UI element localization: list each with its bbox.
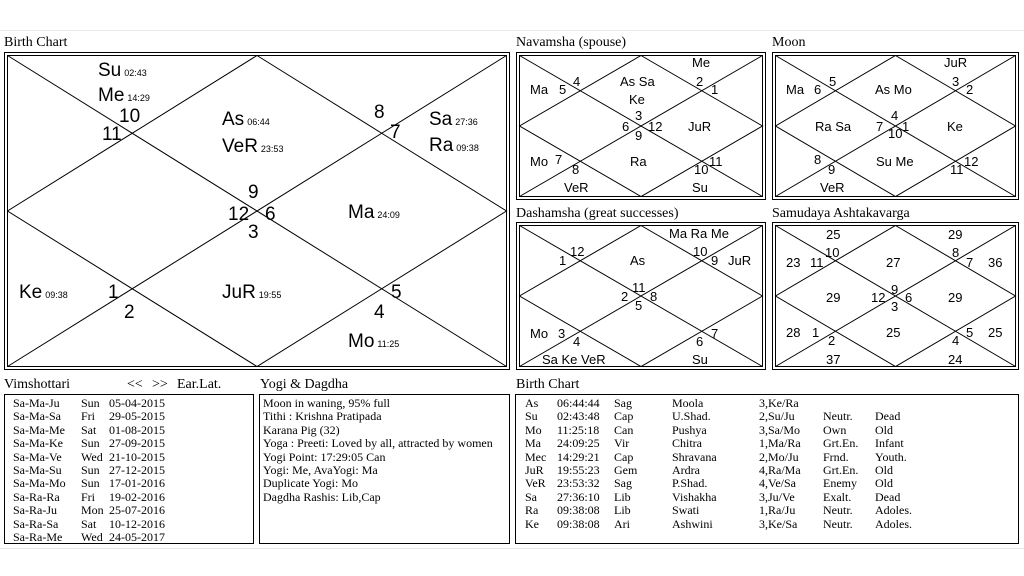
dasha-period: Sa-Ma-Me — [13, 422, 65, 437]
planet-pl: Sa — [525, 489, 537, 504]
chart-label: 5 — [966, 325, 974, 340]
planet-deg: 06:44:44 — [557, 396, 600, 410]
dasha-date: 19-02-2016 — [109, 489, 165, 504]
chart-label: 2 — [828, 333, 836, 348]
dasha-day: Sat — [81, 422, 97, 437]
planet-st: Dead — [875, 409, 901, 424]
planet-pada: 2,Su/Ju — [759, 409, 795, 424]
chart-label: 27 — [886, 255, 901, 270]
yogi-panel — [259, 394, 510, 544]
dasha-row — [13, 491, 253, 504]
dasha-period: Sa-Ma-Mo — [13, 476, 66, 491]
chart-label: 12 — [648, 119, 663, 134]
planet-label: Su 02:43 — [98, 60, 147, 81]
dasha-period: Sa-Ma-Ju — [13, 396, 60, 410]
chart-label: 37 — [826, 352, 841, 367]
planet-row — [525, 477, 1018, 490]
planet-pada: 1,Ma/Ra — [759, 436, 801, 451]
dasha-day: Sun — [81, 476, 100, 491]
chart-label: 29 — [948, 290, 963, 305]
dasha-day: Sun — [81, 396, 100, 410]
chart-label: 9 — [711, 253, 719, 268]
vimshottari-title: Vimshottari — [4, 377, 71, 392]
dasha-row — [13, 397, 253, 410]
chart-label: Me — [692, 55, 711, 70]
dasha-period: Sa-Ra-Ju — [13, 503, 57, 518]
chart-label: 11 — [632, 280, 646, 295]
chart-label: 25 — [826, 227, 841, 242]
yogi-title: Yogi & Dagdha — [260, 377, 349, 392]
house-number: 6 — [265, 204, 276, 225]
chart-label: 3 — [558, 326, 566, 341]
dasha-row — [13, 410, 253, 423]
house-number: 10 — [119, 106, 141, 127]
planet-deg: 09:38:08 — [557, 516, 600, 531]
planet-pl: Ra — [525, 503, 539, 518]
chart-label: 11 — [950, 162, 964, 177]
dasha-day: Sun — [81, 463, 100, 478]
chart-label: 8 — [814, 152, 822, 167]
yogi-line: Dagdha Rashis: Lib,Cap — [263, 489, 381, 504]
chart-label: 3 — [952, 74, 960, 89]
chart-label: Ma — [530, 82, 549, 97]
planet-rel: Exalt. — [823, 489, 852, 504]
planet-label: Me 14:29 — [98, 85, 150, 106]
chart-label: Sa Ke VeR — [542, 352, 606, 367]
house-number: 4 — [374, 302, 385, 323]
planet-nak: Shravana — [672, 449, 717, 464]
chart-label: 9 — [891, 282, 899, 297]
planet-label: Sa 27:36 — [429, 109, 478, 130]
chart-label: 2 — [966, 82, 974, 97]
chart-label: 10 — [825, 245, 840, 260]
planet-pada: 4,Ve/Sa — [759, 476, 796, 491]
planet-st: Dead — [875, 489, 901, 504]
house-number: 2 — [124, 302, 135, 323]
chart-label: 1 — [711, 82, 719, 97]
planet-row — [525, 437, 1018, 450]
samudaya-chart — [772, 222, 1019, 370]
dasha-period: Sa-Ma-Sa — [13, 409, 61, 424]
planet-row — [525, 424, 1018, 437]
yogi-line: Yogi: Me, AvaYogi: Ma — [263, 463, 378, 478]
chart-label: Su — [692, 180, 708, 195]
chart-label: 12 — [871, 290, 886, 305]
planet-deg: 24:09:25 — [557, 436, 600, 451]
chart-label: As Sa — [620, 74, 655, 89]
planet-sign: Gem — [614, 463, 638, 478]
dasha-period: Sa-Ma-Su — [13, 463, 62, 478]
chart-label: JuR — [728, 253, 752, 268]
house-number: 1 — [108, 282, 119, 303]
dasha-row — [13, 464, 253, 477]
dasha-day: Wed — [81, 449, 103, 464]
dasha-row — [13, 531, 253, 544]
planet-deg: 19:55:23 — [557, 463, 600, 478]
planet-rel: Neutr. — [823, 503, 853, 518]
planet-nak: Ardra — [672, 463, 700, 478]
planet-st — [875, 397, 925, 410]
chart-label: 4 — [891, 108, 899, 123]
dasha-date: 24-05-2017 — [109, 530, 165, 545]
chart-label: Ra Sa — [815, 119, 852, 134]
house-number: 12 — [228, 204, 250, 225]
planet-pl: JuR — [525, 463, 544, 478]
house-number: 8 — [374, 102, 385, 123]
chart-label: 4 — [952, 333, 960, 348]
chart-label: 1 — [902, 119, 910, 134]
house-number: 9 — [248, 182, 259, 203]
planet-pl: Su — [525, 409, 538, 424]
planet-deg: 02:43:48 — [557, 409, 600, 424]
planet-row — [525, 504, 1018, 517]
planet-nak: Ashwini — [672, 516, 713, 531]
planet-deg: 11:25:18 — [557, 422, 600, 437]
dasha-day: Sat — [81, 516, 97, 531]
planet-row — [525, 518, 1018, 531]
chart-label: 12 — [570, 244, 585, 259]
planet-row — [525, 464, 1018, 477]
planet-nak: U.Shad. — [672, 409, 711, 424]
chart-label: 4 — [573, 334, 581, 349]
dasha-date: 27-12-2015 — [109, 463, 165, 478]
chart-label: 10 — [693, 244, 708, 259]
chart-label: 7 — [876, 119, 884, 134]
chart-label: As — [630, 253, 646, 268]
chart-label: 23 — [786, 255, 801, 270]
dasha-period: Sa-Ma-Ke — [13, 436, 63, 451]
planet-sign: Lib — [614, 503, 631, 518]
chart-label: 8 — [572, 162, 580, 177]
chart-label: 3 — [891, 299, 899, 314]
ear-lat-toggle[interactable]: Ear.Lat. — [177, 377, 222, 392]
dasha-row — [13, 477, 253, 490]
chart-label: 8 — [952, 245, 960, 260]
planet-sign: Vir — [614, 436, 630, 451]
yogi-line: Moon in waning, 95% full — [263, 396, 390, 410]
planet-pl: Mo — [525, 422, 542, 437]
planet-label: JuR 19:55 — [222, 282, 282, 303]
planet-sign: Lib — [614, 489, 631, 504]
planet-pada: 3,Sa/Mo — [759, 422, 801, 437]
planet-nak: Swati — [672, 503, 700, 518]
planet-sign: Sag — [614, 476, 632, 491]
moon-chart — [772, 52, 1019, 200]
next-button[interactable]: >> — [152, 377, 168, 392]
dasha-date: 10-12-2016 — [109, 516, 165, 531]
dasha-period: Sa-Ra-Sa — [13, 516, 59, 531]
yogi-line: Tithi : Krishna Pratipada — [263, 409, 382, 424]
dasha-row — [13, 504, 253, 517]
dasha-date: 17-01-2016 — [109, 476, 165, 491]
house-number: 7 — [390, 122, 401, 143]
yogi-line: Yoga : Preeti: Loved by all, attracted by women — [263, 436, 493, 451]
birth-chart-diagram — [4, 52, 510, 370]
planet-sign: Cap — [614, 409, 634, 424]
planet-sign: Cap — [614, 449, 634, 464]
chart-label: 25 — [886, 325, 901, 340]
planet-deg: 09:38:08 — [557, 503, 600, 518]
planet-label: Ra 09:38 — [429, 135, 479, 156]
planet-label: Mo 11:25 — [348, 331, 400, 352]
chart-label: VeR — [820, 180, 845, 195]
planet-rel: Own — [823, 422, 847, 437]
navamsha-title: Navamsha (spouse) — [516, 35, 627, 50]
planet-pada: 4,Ra/Ma — [759, 463, 801, 478]
dasha-day: Fri — [81, 409, 96, 424]
chart-label: 2 — [621, 289, 629, 304]
chart-label: 6 — [696, 334, 704, 349]
dasha-date: 27-09-2015 — [109, 436, 165, 451]
planet-st: Infant — [875, 436, 904, 451]
chart-label: 7 — [966, 255, 974, 270]
chart-label: 28 — [786, 325, 801, 340]
chart-label: 3 — [635, 108, 643, 123]
planet-nak: P.Shad. — [672, 476, 708, 491]
dasha-date: 25-07-2016 — [109, 503, 165, 518]
chart-label: Ma — [786, 82, 805, 97]
chart-label: Ke — [947, 119, 963, 134]
chart-label: Su — [692, 352, 708, 367]
planet-pl: Ke — [525, 516, 539, 531]
dasha-row — [13, 518, 253, 531]
chart-label: 9 — [828, 162, 836, 177]
house-number: 5 — [391, 282, 402, 303]
planet-label: Ke 09:38 — [19, 282, 68, 303]
chart-label: 2 — [696, 74, 704, 89]
chart-label: 5 — [635, 298, 643, 313]
planet-label: As 06:44 — [222, 109, 270, 130]
navamsha-chart — [516, 52, 766, 200]
yogi-line: Karana Pig (32) — [263, 422, 340, 437]
planet-nak: Moola — [672, 396, 704, 410]
chart-label: 5 — [829, 74, 837, 89]
planet-st: Old — [875, 463, 893, 478]
chart-label: Mo — [530, 326, 549, 341]
yogi-line: Duplicate Yogi: Mo — [263, 476, 359, 491]
dasha-period: Sa-Ra-Me — [13, 530, 63, 545]
planet-nak: Vishakha — [672, 489, 717, 504]
planet-deg: 27:36:10 — [557, 489, 600, 504]
chart-label: 10 — [694, 162, 709, 177]
planet-pada: 1,Ra/Ju — [759, 503, 796, 518]
planet-pl: VeR — [525, 476, 546, 491]
planet-row — [525, 397, 1018, 410]
planet-row — [525, 410, 1018, 423]
dasha-date: 21-10-2015 — [109, 449, 165, 464]
chart-label: 1 — [812, 325, 820, 340]
chart-label: 5 — [559, 82, 567, 97]
planet-pada: 3,Ju/Ve — [759, 489, 795, 504]
dasha-row — [13, 451, 253, 464]
planet-sign: Ari — [614, 516, 630, 531]
planet-sign: Sag — [614, 396, 632, 410]
chart-label: 29 — [948, 227, 963, 242]
dasha-row — [13, 437, 253, 450]
dashamsha-chart — [516, 222, 766, 370]
dasha-period: Sa-Ma-Ve — [13, 449, 62, 464]
planet-pada: 3,Ke/Ra — [759, 396, 799, 410]
chart-label: 12 — [964, 154, 979, 169]
chart-label: 4 — [573, 74, 581, 89]
birth-table-title: Birth Chart — [516, 377, 580, 392]
chart-label: 11 — [709, 154, 723, 169]
planet-nak: Pushya — [672, 422, 707, 437]
dasha-date: 05-04-2015 — [109, 396, 165, 410]
dashamsha-title: Dashamsha (great successes) — [516, 206, 679, 221]
chart-label: JuR — [688, 119, 712, 134]
planet-pl: Ma — [525, 436, 541, 451]
chart-label: 29 — [826, 290, 841, 305]
chart-label: Ra — [630, 154, 647, 169]
dasha-row — [13, 424, 253, 437]
planet-rel: Enemy — [823, 476, 857, 491]
planet-deg: 23:53:32 — [557, 476, 600, 491]
chart-label: As Mo — [875, 82, 912, 97]
chart-label: 6 — [622, 119, 630, 134]
planet-row — [525, 451, 1018, 464]
chart-label: 9 — [635, 128, 643, 143]
planet-sign: Can — [614, 422, 634, 437]
chart-label: 8 — [650, 289, 658, 304]
planet-st: Old — [875, 476, 893, 491]
planet-rel: Grt.En. — [823, 436, 859, 451]
planet-deg: 14:29:21 — [557, 449, 600, 464]
planet-label: VeR 23:53 — [222, 136, 284, 157]
chart-label: Mo — [530, 154, 549, 169]
planet-st: Adoles. — [875, 503, 912, 518]
planet-pada: 3,Ke/Sa — [759, 516, 798, 531]
dasha-day: Wed — [81, 530, 103, 545]
planet-pl: Mec — [525, 449, 547, 464]
planet-rel: Grt.En. — [823, 463, 859, 478]
chart-label: 6 — [905, 290, 913, 305]
planet-rel: Neutr. — [823, 516, 853, 531]
prev-button[interactable]: << — [127, 377, 143, 392]
planet-pl: As — [525, 396, 539, 410]
chart-label: 24 — [948, 352, 963, 367]
house-number: 11 — [102, 124, 122, 145]
dasha-day: Sun — [81, 436, 100, 451]
dasha-day: Fri — [81, 489, 96, 504]
moon-chart-title: Moon — [772, 35, 806, 50]
birth-table — [515, 394, 1019, 544]
planet-nak: Chitra — [672, 436, 702, 451]
planet-rel: Frnd. — [823, 449, 849, 464]
house-number: 3 — [248, 222, 259, 243]
chart-label: 7 — [555, 152, 563, 167]
planet-rel — [823, 397, 875, 410]
chart-label: 1 — [559, 253, 567, 268]
chart-label: 25 — [988, 325, 1003, 340]
chart-label: 7 — [711, 326, 719, 341]
chart-label: 36 — [988, 255, 1003, 270]
planet-pada: 2,Mo/Ju — [759, 449, 799, 464]
chart-label: 6 — [814, 82, 822, 97]
samudaya-title: Samudaya Ashtakavarga — [772, 206, 910, 221]
planet-row — [525, 491, 1018, 504]
planet-label: Ma 24:09 — [348, 202, 400, 223]
chart-label: JuR — [944, 55, 968, 70]
chart-label: VeR — [564, 180, 589, 195]
chart-label: Su Me — [876, 154, 914, 169]
planet-st: Old — [875, 422, 893, 437]
chart-label: Ke — [629, 92, 645, 107]
chart-label: 11 — [810, 255, 824, 270]
dasha-date: 29-05-2015 — [109, 409, 165, 424]
chart-label: Ma Ra Me — [669, 226, 729, 241]
vimshottari-list — [4, 394, 254, 544]
planet-st: Youth. — [875, 449, 907, 464]
dasha-period: Sa-Ra-Ra — [13, 489, 60, 504]
yogi-line: Yogi Point: 17:29:05 Can — [263, 449, 386, 464]
dasha-date: 01-08-2015 — [109, 422, 165, 437]
chart-label: 10 — [888, 126, 903, 141]
planet-st: Adoles. — [875, 516, 912, 531]
planet-rel: Neutr. — [823, 409, 853, 424]
dasha-day: Mon — [81, 503, 104, 518]
birth-chart-title: Birth Chart — [4, 35, 68, 50]
